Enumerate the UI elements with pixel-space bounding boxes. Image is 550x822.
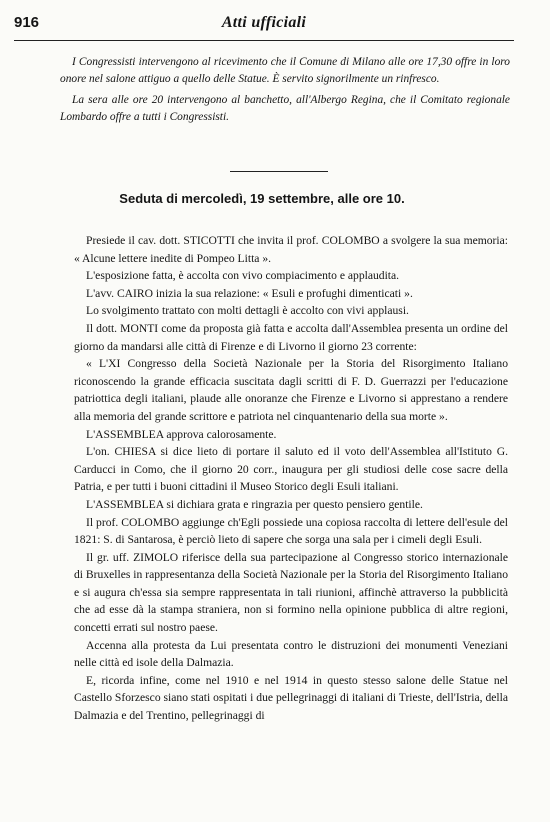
body-paragraph: Lo svolgimento trattato con molti dettagli è accolto con vivi applausi. [86,304,409,318]
body-paragraph: Accenna alla protesta da Lui presentata contro le distruzioni dei monumenti Veneziani nelle città ed isole della Dalmazia. [74,638,508,670]
body-paragraph: « L'XI Congresso della Società Nazionale per la Storia del Risorgimento Italiano riconoscendo la grande efficacia suscitata dagli scritti di F. D. Guerrazzi per l'educazione patriottica degli italiani, plaude alle onoranze che Firenze e Livorno si apprestano a rendere alla memoria del grande scrittore e patriota nel cinquantenario della sua morte ». [74,357,508,423]
body-paragraph: E, ricorda infine, come nel 1910 e nel 1914 in questo stesso salone delle Statue nel Castello Sforzesco siano stati ospitati i due pellegrinaggi di italiani di Trieste, dell'Istria, della Dalmazia e del Trentino, pellegrinaggi di [74,673,508,723]
body-paragraph: L'avv. CAIRO inizia la sua relazione: « Esuli e profughi dimenticati ». [86,286,413,300]
intro-paragraph: La sera alle ore 20 intervengono al banchetto, all'Albergo Regina, che il Comitato regionale Lombardo offre a tutti i Congressisti. [60,94,510,123]
body-paragraph: L'ASSEMBLEA si dichiara grata e ringrazia per questo pensiero gentile. [86,497,423,511]
body-paragraph: L'ASSEMBLEA approva calorosamente. [86,427,277,441]
session-heading: Seduta di mercoledì, 19 settembre, alle ore 10. [119,191,405,206]
body-paragraph: Il gr. uff. ZIMOLO riferisce della sua partecipazione al Congresso storico internazionale di Bruxelles in rappresentanza della Società Nazionale per la Storia del Risorgimento Italiano e si augura ch'essa sia sempre rappresentata in tali riunioni, affinchè attraverso la pubblicità che ad esse dà la stampa straniera, non si formino nella opinione pubblica di altre regioni, concetti errati sul nostro paese. [74,550,508,635]
body-paragraph: Presiede il cav. dott. STICOTTI che invita il prof. COLOMBO a svolgere la sua memoria: « Alcune lettere inedite di Pompeo Litta ». [74,234,508,265]
intro-notes [60,54,510,130]
running-title: Atti ufficiali [221,14,307,31]
minutes-body [74,232,508,725]
intro-paragraph: I Congressisti intervengono al ricevimento che il Comune di Milano alle ore 17,30 offre in loro onore nel salone attiguo a quello delle Statue. È servito signorilmente un rinfresco. [60,56,510,85]
body-paragraph: Il prof. COLOMBO aggiunge ch'Egli possiede una copiosa raccolta di lettere dell'esule del 1821: S. di Santarosa, è perciò lieto di sapere che sorga una sala per i cimeli degli Esuli. [74,515,508,547]
page-number: 916 [14,14,40,31]
section-divider [230,171,328,172]
body-paragraph: Il dott. MONTI come da proposta già fatta e accolta dall'Assemblea presenta un ordine del giorno da mandarsi alle città di Firenze e di Livorno il giorno 23 corrente: [74,321,508,353]
body-paragraph: L'esposizione fatta, è accolta con vivo compiacimento e applaudita. [86,269,400,283]
header-rule [14,40,514,41]
body-paragraph: L'on. CHIESA si dice lieto di portare il saluto ed il voto dell'Assemblea all'Istituto G. Carducci in Como, che il giorno 20 corr., inaugura per gli studiosi delle cose sacre della Patria, e per tutti i buoni cittadini il Museo Storico degli Esuli italiani. [74,445,508,494]
page-header [14,14,514,36]
